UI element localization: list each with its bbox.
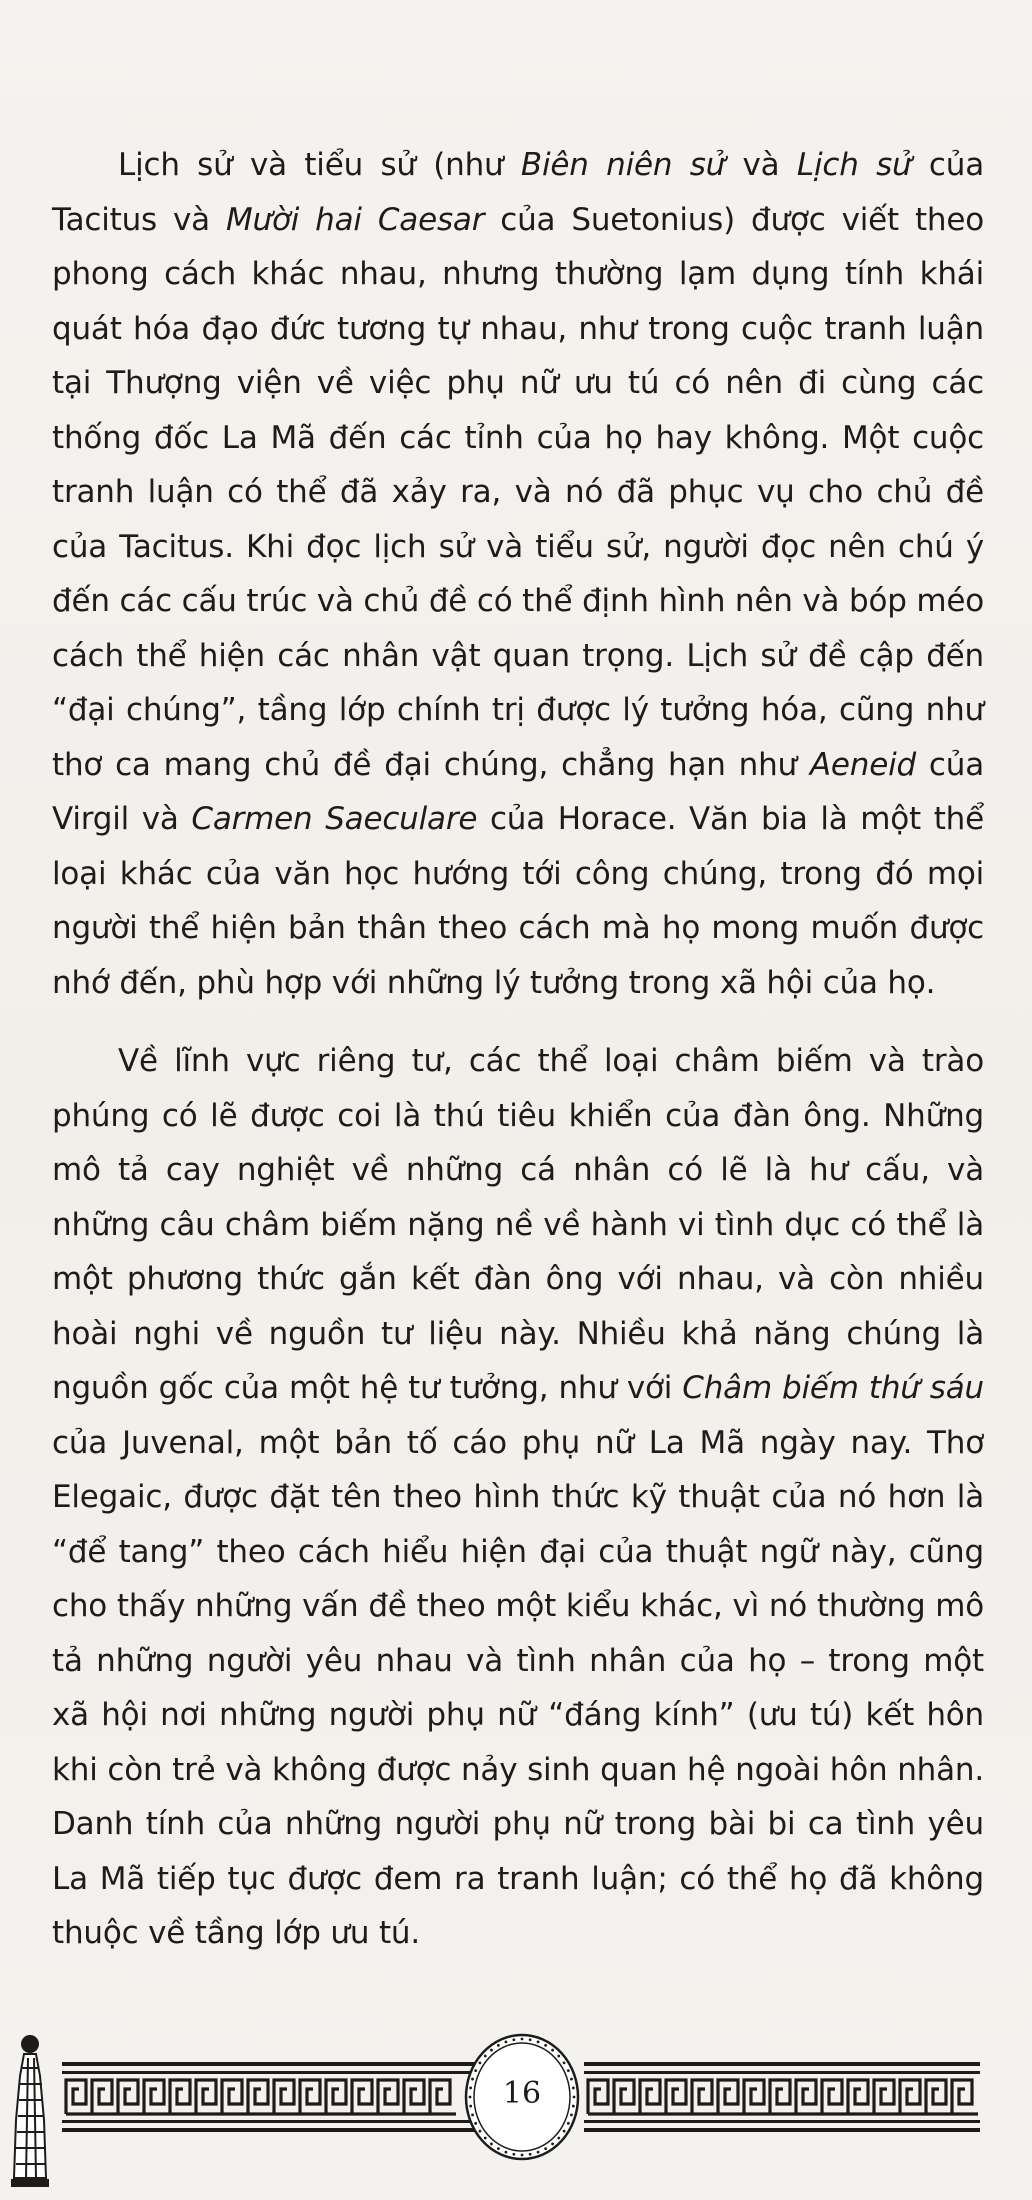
italic-title: Carmen Saeculare bbox=[191, 801, 478, 837]
body-text bbox=[52, 138, 984, 1961]
italic-title: Biên niên sử bbox=[520, 147, 726, 183]
italic-title: Châm biếm thứ sáu bbox=[682, 1370, 984, 1406]
paragraph-2 bbox=[52, 1034, 984, 1961]
text-run: và bbox=[725, 147, 797, 183]
page-footer bbox=[0, 2020, 1032, 2200]
italic-title: Mười hai Caesar bbox=[225, 201, 485, 238]
text-run: của Tacitus và bbox=[52, 147, 984, 238]
greek-key-ornament-left bbox=[62, 2062, 480, 2132]
text-run: của Virgil và bbox=[52, 746, 984, 837]
text-run: của Juvenal, một bản tố cáo phụ nữ La Mã ngày nay. Thơ Elegaic, được đặt tên theo hình thức kỹ thuật của nó hơn là “để tang” theo cách hiểu hiện đại của thuật ngữ này, cũng cho thấy những vấn đề theo một kiểu khác, vì nó thường mô tả những người yêu nhau và tình nhân của họ – trong một xã hội nơi những người phụ nữ “đáng kính” (ưu tú) kết hôn khi còn trẻ và không được nảy sinh quan hệ ngoài hôn nhân. Danh tính của những người phụ nữ trong bài bi ca tình yêu La Mã tiếp tục được đem ra tranh luận; có thể họ đã không thuộc về tầng lớp ưu tú. bbox=[52, 1424, 984, 1951]
text-run: Về lĩnh vực riêng tư, các thể loại châm biếm và trào phúng có lẽ được coi là thú tiêu khiển của đàn ông. Những mô tả cay nghiệt về những cá nhân có lẽ là hư cấu, và những câu châm biếm nặng nề về hành vi tình dục có thể là một phương thức gắn kết đàn ông với nhau, và còn nhiều hoài nghi về nguồn tư liệu này. Nhiều khả năng chúng là nguồn gốc của một hệ tư tưởng, như với bbox=[52, 1043, 984, 1406]
text-run: Lịch sử và tiểu sử (như bbox=[118, 147, 521, 183]
paragraph-1 bbox=[52, 138, 984, 1010]
text-run: của Horace. Văn bia là một thể loại khác của văn học hướng tới công chúng, trong đó mọi người thể hiện bản thân theo cách mà họ mong muốn được nhớ đến, phù hợp với những lý tưởng trong xã hội của họ. bbox=[52, 801, 984, 1001]
page-number: 16 bbox=[502, 2076, 542, 2111]
italic-title: Lịch sử bbox=[796, 147, 912, 183]
italic-title: Aeneid bbox=[809, 746, 916, 783]
greek-key-ornament-right bbox=[584, 2062, 980, 2132]
text-run: của Suetonius) được viết theo phong cách khác nhau, nhưng thường lạm dụng tính khái quát hóa đạo đức tương tự nhau, như trong cuộc tranh luận tại Thượng viện về việc phụ nữ ưu tú có nên đi cùng các thống đốc La Mã đến các tỉnh của họ hay không. Một cuộc tranh luận có thể đã xảy ra, và nó đã phục vụ cho chủ đề của Tacitus. Khi đọc lịch sử và tiểu sử, người đọc nên chú ý đến các cấu trúc và chủ đề có thể định hình nên và bóp méo cách thể hiện các nhân vật quan trọng. Lịch sử đề cập đến “đại chúng”, tầng lớp chính trị được lý tưởng hóa, cũng như thơ ca mang chủ đề đại chúng, chẳng hạn như bbox=[52, 201, 985, 783]
classical-figure-icon bbox=[2, 2028, 58, 2188]
